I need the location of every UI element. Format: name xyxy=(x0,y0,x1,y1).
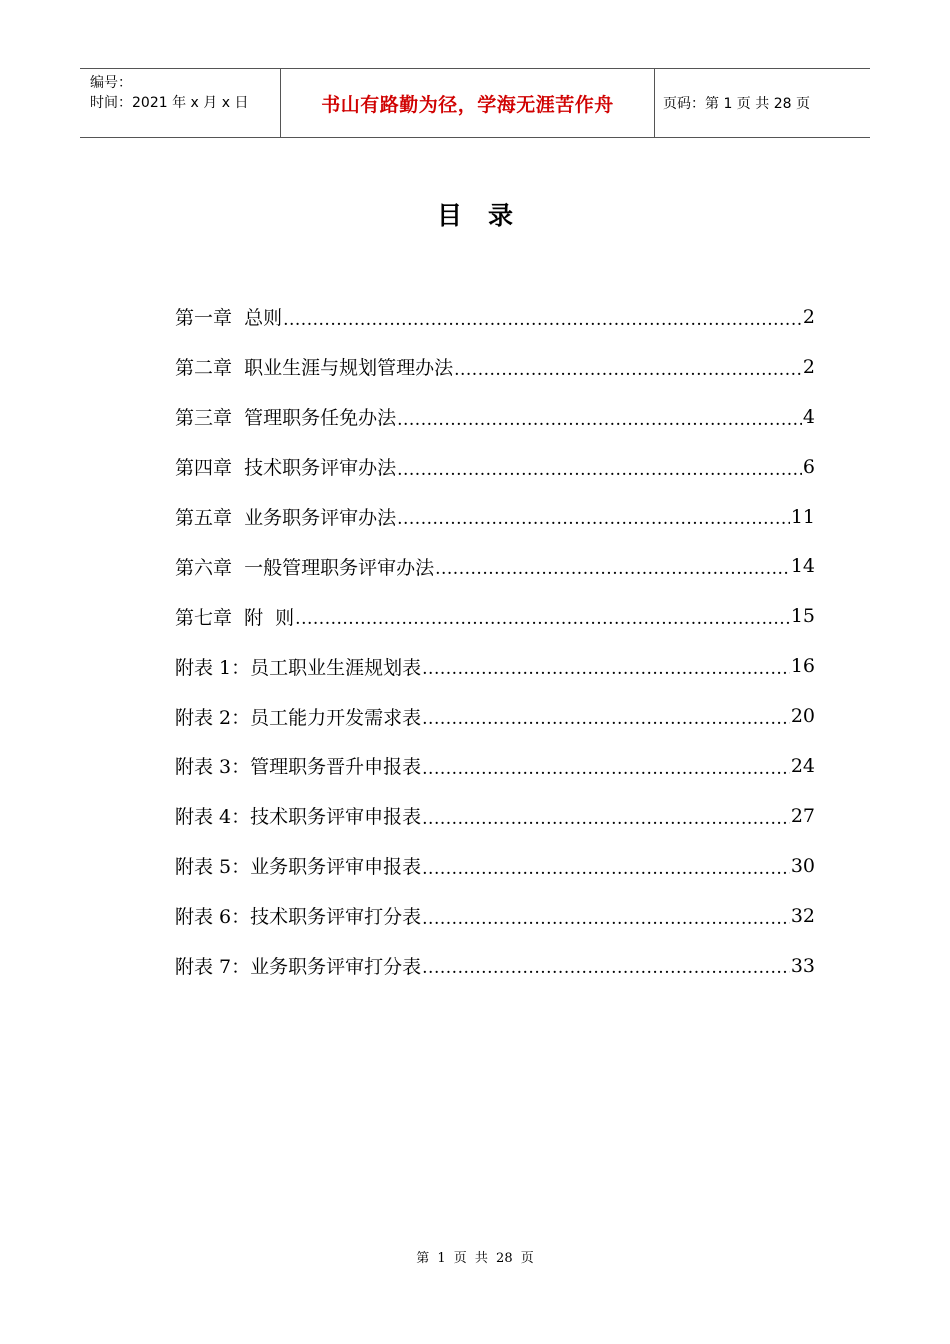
toc-entry-label: 附表 4：技术职务评审申报表 xyxy=(175,806,422,829)
toc-leader-dots xyxy=(422,909,790,941)
toc-entry[interactable] xyxy=(175,492,815,542)
toc-entry[interactable] xyxy=(175,342,815,392)
toc-entry[interactable] xyxy=(175,791,815,841)
toc-entry-page: 2 xyxy=(802,305,815,328)
toc-entry-page: 4 xyxy=(802,405,815,428)
header-motto: 书山有路勤为径，学海无涯苦作舟 xyxy=(321,93,614,116)
toc-entry-page: 20 xyxy=(790,705,815,728)
toc-title: 目录 xyxy=(436,201,539,230)
toc-entry-page: 16 xyxy=(790,655,815,678)
toc-entry-page: 6 xyxy=(802,455,815,478)
toc-entry-page: 11 xyxy=(790,505,815,528)
table-of-contents xyxy=(175,292,815,990)
toc-entry[interactable] xyxy=(175,641,815,691)
toc-entry-label: 第五章 业务职务评审办法 xyxy=(175,507,397,529)
toc-leader-dots xyxy=(454,360,802,392)
toc-entry[interactable] xyxy=(175,392,815,442)
toc-entry-label: 附表 3：管理职务晋升申报表 xyxy=(175,756,422,779)
page-footer: 第 1 页 共 28 页 xyxy=(416,1251,534,1266)
header-motto-cell xyxy=(281,69,655,137)
toc-entry-page: 2 xyxy=(802,355,815,378)
toc-entry-label: 第一章 总则 xyxy=(175,307,283,330)
toc-leader-dots xyxy=(422,859,790,891)
toc-entry-page: 33 xyxy=(790,954,815,977)
toc-entry[interactable] xyxy=(175,941,815,991)
toc-entry[interactable] xyxy=(175,691,815,741)
header-meta xyxy=(80,69,281,137)
toc-entry-label: 第六章 一般管理职务评审办法 xyxy=(175,556,435,579)
toc-entry-page: 27 xyxy=(790,804,815,827)
document-date: 时间：2021 年 x 月 x 日 xyxy=(90,95,249,111)
toc-entry-page: 14 xyxy=(790,555,815,578)
toc-entry[interactable] xyxy=(175,891,815,941)
toc-entry-label: 第二章 职业生涯与规划管理办法 xyxy=(175,357,454,380)
page-header xyxy=(80,68,870,138)
toc-entry[interactable] xyxy=(175,591,815,641)
toc-entry-label: 附表 6：技术职务评审打分表 xyxy=(175,906,422,929)
toc-entry-label: 第七章 附 则 xyxy=(175,606,295,629)
toc-leader-dots xyxy=(435,559,790,591)
toc-entry-label: 附表 7：业务职务评审打分表 xyxy=(175,956,422,979)
toc-entry-page: 24 xyxy=(790,754,815,777)
toc-entry-label: 第四章 技术职务评审办法 xyxy=(175,457,397,480)
toc-leader-dots xyxy=(422,759,790,791)
toc-entry[interactable] xyxy=(175,841,815,891)
header-page-info: 页码：第 1 页 共 28 页 xyxy=(663,96,810,112)
toc-leader-dots xyxy=(422,958,790,990)
toc-entry[interactable] xyxy=(175,442,815,492)
toc-entry[interactable] xyxy=(175,741,815,791)
toc-entry[interactable] xyxy=(175,292,815,342)
toc-entry[interactable] xyxy=(175,541,815,591)
toc-entry-label: 附表 1：员工职业生涯规划表 xyxy=(175,656,422,679)
toc-entry-page: 30 xyxy=(790,854,815,877)
toc-entry-page: 15 xyxy=(790,605,815,628)
toc-leader-dots xyxy=(397,509,790,541)
toc-leader-dots xyxy=(283,310,802,342)
toc-entry-label: 附表 5：业务职务评审申报表 xyxy=(175,856,422,879)
toc-leader-dots xyxy=(422,659,790,691)
toc-leader-dots xyxy=(397,410,802,442)
toc-leader-dots xyxy=(397,460,802,492)
toc-leader-dots xyxy=(295,609,790,641)
toc-entry-label: 第三章 管理职务任免办法 xyxy=(175,407,397,430)
toc-leader-dots xyxy=(422,709,790,741)
toc-leader-dots xyxy=(422,809,790,841)
toc-entry-label: 附表 2：员工能力开发需求表 xyxy=(175,706,422,729)
toc-entry-page: 32 xyxy=(790,904,815,927)
document-number: 编号： xyxy=(90,75,132,91)
